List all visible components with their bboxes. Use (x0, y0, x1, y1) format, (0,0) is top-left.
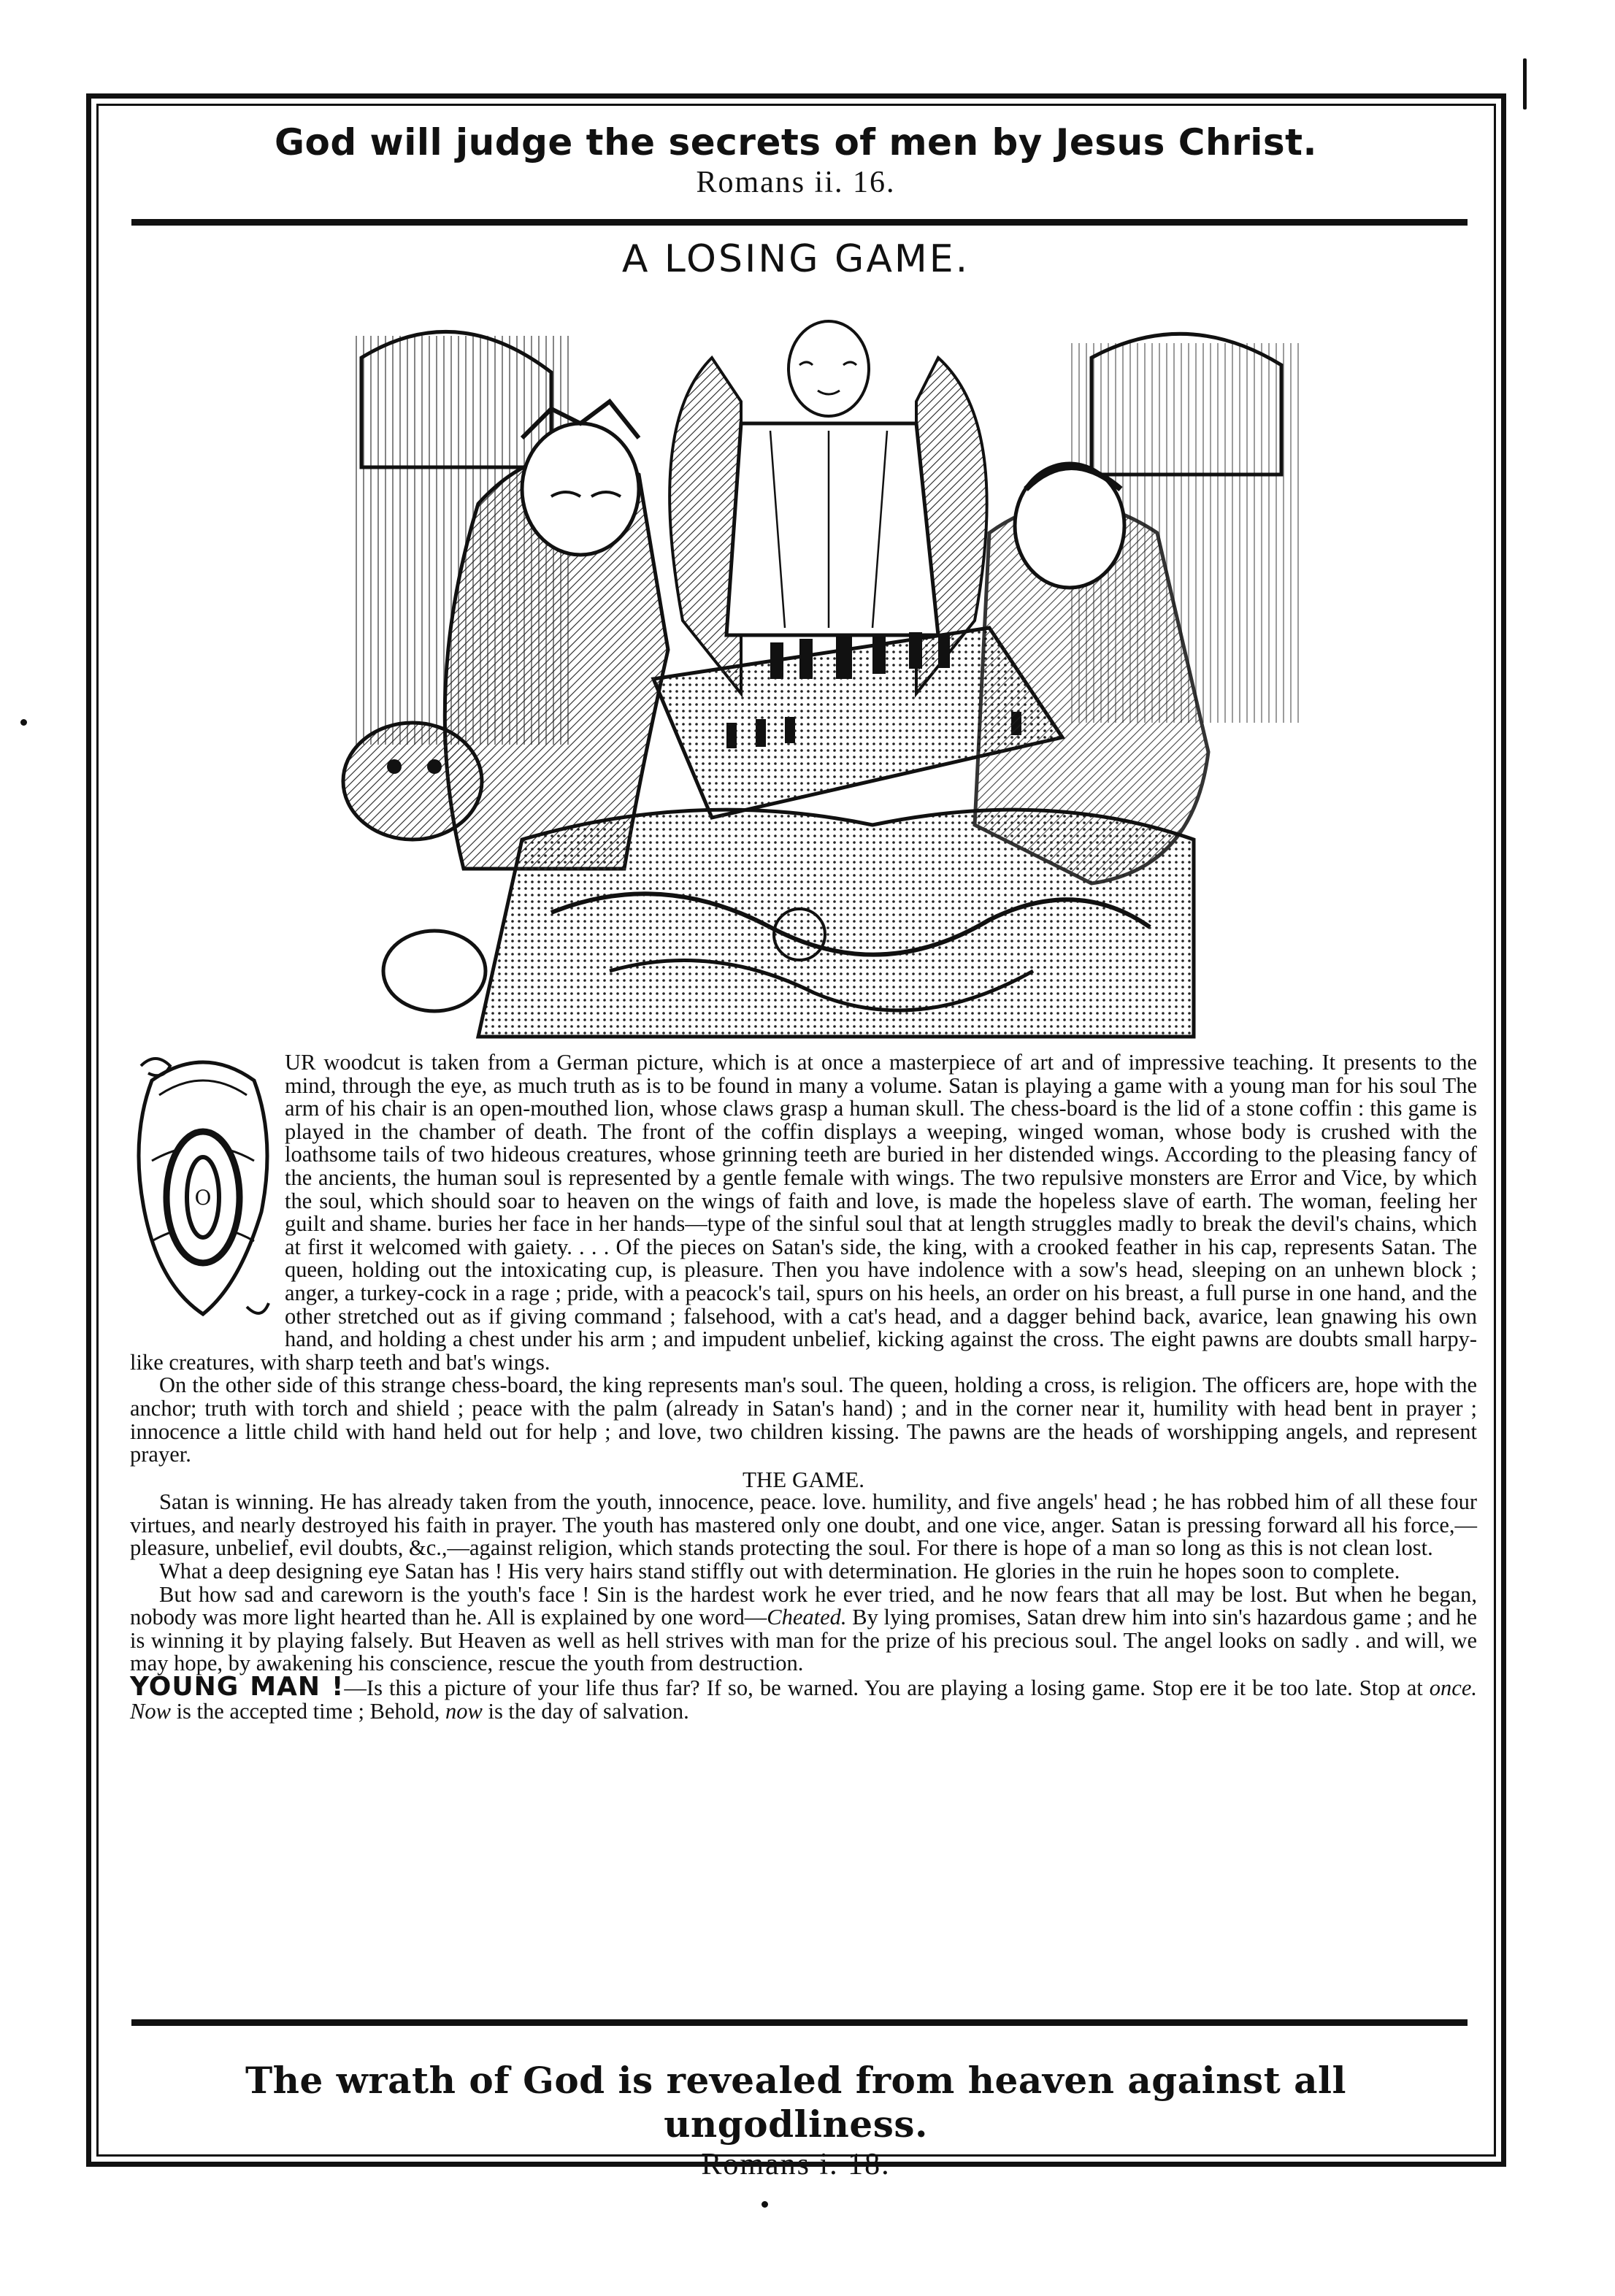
subheading-the-game: THE GAME. (742, 1466, 865, 1492)
margin-mark (1523, 58, 1527, 110)
footer-verse: The wrath of God is revealed from heaven against all ungodliness. (245, 2059, 1347, 2146)
paragraph-5-emphasis: Cheated. (767, 1605, 847, 1630)
closing-text-c: is the day of salvation. (482, 1698, 689, 1724)
paragraph-5-end: By lying promises, Satan drew him into sin's hazardous game ; and he is winning it by playing falsely. But Heaven as well as hell strives with man for the prize of his precious soul. The angel looks on sadly . and will, we may hope, by awakening his conscience, rescue the youth from destruction. (130, 1605, 1477, 1676)
ornamental-dropcap-icon (130, 1051, 276, 1329)
paragraph-3: Satan is winning. He has already taken from the youth, innocence, peace. love. humility, and five angels' head ; he has robbed him of all these four virtues, and nearly destroyed his faith in prayer. The youth has mastered only one doubt, and one vice, anger. Satan is pressing forward all his force,—pleasure, unbelief, evil doubts, &c.,—against religion, which stands protecting the soul. For there is hope of a man so long as this is not clean lost. (130, 1489, 1477, 1561)
footer-reference: Romans i. 18. (701, 2148, 891, 2181)
young-man-label: YOUNG MAN ! (130, 1672, 345, 1702)
margin-dot (20, 719, 27, 726)
header-verse: God will judge the secrets of men by Jesus Christ. (274, 121, 1318, 164)
paragraph-2: On the other side of this strange chess-board, the king represents man's soul. The queen, holding a cross, is religion. The officers are, hope with the anchor; truth with torch and shield ; peace with the palm (already in Satan's hand) ; and in the corner near it, humility with head bent in prayer ; innocence a little child with hand held out for help ; and love, two children kissing. The pawns are the heads of worshipping angels, and represent prayer. (130, 1372, 1477, 1467)
paragraph-4: What a deep designing eye Satan has ! His very hairs stand stiffly out with determination. He glories in the ruin he hopes soon to complete. (159, 1559, 1400, 1584)
margin-dot (762, 2201, 768, 2208)
bottom-rule (131, 2019, 1468, 2026)
woodcut-chess-game (332, 314, 1314, 1044)
closing-paragraph (130, 1672, 1477, 1724)
header-verse-block (110, 120, 1482, 201)
footer-verse-block (110, 2059, 1482, 2183)
closing-once: once. (1429, 1675, 1477, 1701)
dropcap-letter: O (194, 1186, 212, 1210)
closing-now-2: now (445, 1698, 483, 1724)
article-body (130, 1051, 1477, 1723)
top-rule (131, 219, 1468, 226)
closing-text-b: is the accepted time ; Behold, (170, 1698, 445, 1724)
paragraph-5-start: But how sad and careworn is the youth's face ! Sin is the hardest work he ever tried, and he now fears that all may be lost. But when he began, nobody was more light hearted than he. All is explained by one word— (130, 1581, 1477, 1630)
closing-now: Now (130, 1698, 171, 1724)
paragraph-1: UR woodcut is taken from a German picture, which is at once a masterpiece of art and of impressive teaching. It presents to the mind, through the eye, as much truth as is to be found in many a volume. Satan is playing a game with a young man for his soul The arm of his chair is an open‑mouthed lion, whose claws grasp a human skull. The chess-board is the lid of a stone coffin : this game is played in the chamber of death. The front of the coffin displays a weeping, winged woman, whose body is crushed with the loathsome tails of two hideous creatures, whose grinning teeth are buried in her distended wings. According to the pleasing fancy of the ancients, the human soul is represented by a gentle female with wings. The two repulsive monsters are Error and Vice, by which the soul, which should soar to heaven on the wings of faith and love, is made the hopeless slave of earth. The woman, feeling her guilt and shame. buries her face in her hands—type of the sinful soul that at length struggles madly to break the devil's chains, which at first it welcomed with gaiety. . . . Of the pieces on Satan's side, the king, with a crooked feather in his cap, represents Satan. The queen, holding out the intoxicating cup, is pleasure. Then you have indolence with a sow's head, sleeping on an unhewn block ; anger, a turkey-cock in a rage ; pride, with a peacock's tail, spurs on his heels, an order on his breast, a full purse in one hand, and the other stretched out as if giving command ; falsehood, with a cat's head, and a dagger behind back, avarice, lean gnawing his own hand, and holding a chest under his arm ; and impudent unbelief, kicking against the cross. The eight pawns are doubts small harpy-like creatures, with sharp teeth and bat's wings. (130, 1050, 1477, 1375)
header-reference: Romans ii. 16. (696, 166, 896, 199)
closing-text-a: —Is this a picture of your life thus far? If so, be warned. You are playing a losing game. Stop ere it be too late. Stop at (344, 1675, 1430, 1701)
paragraph-5 (130, 1583, 1477, 1675)
engraving-illustration (332, 314, 1314, 1044)
page-title: A LOSING GAME. (621, 237, 970, 281)
